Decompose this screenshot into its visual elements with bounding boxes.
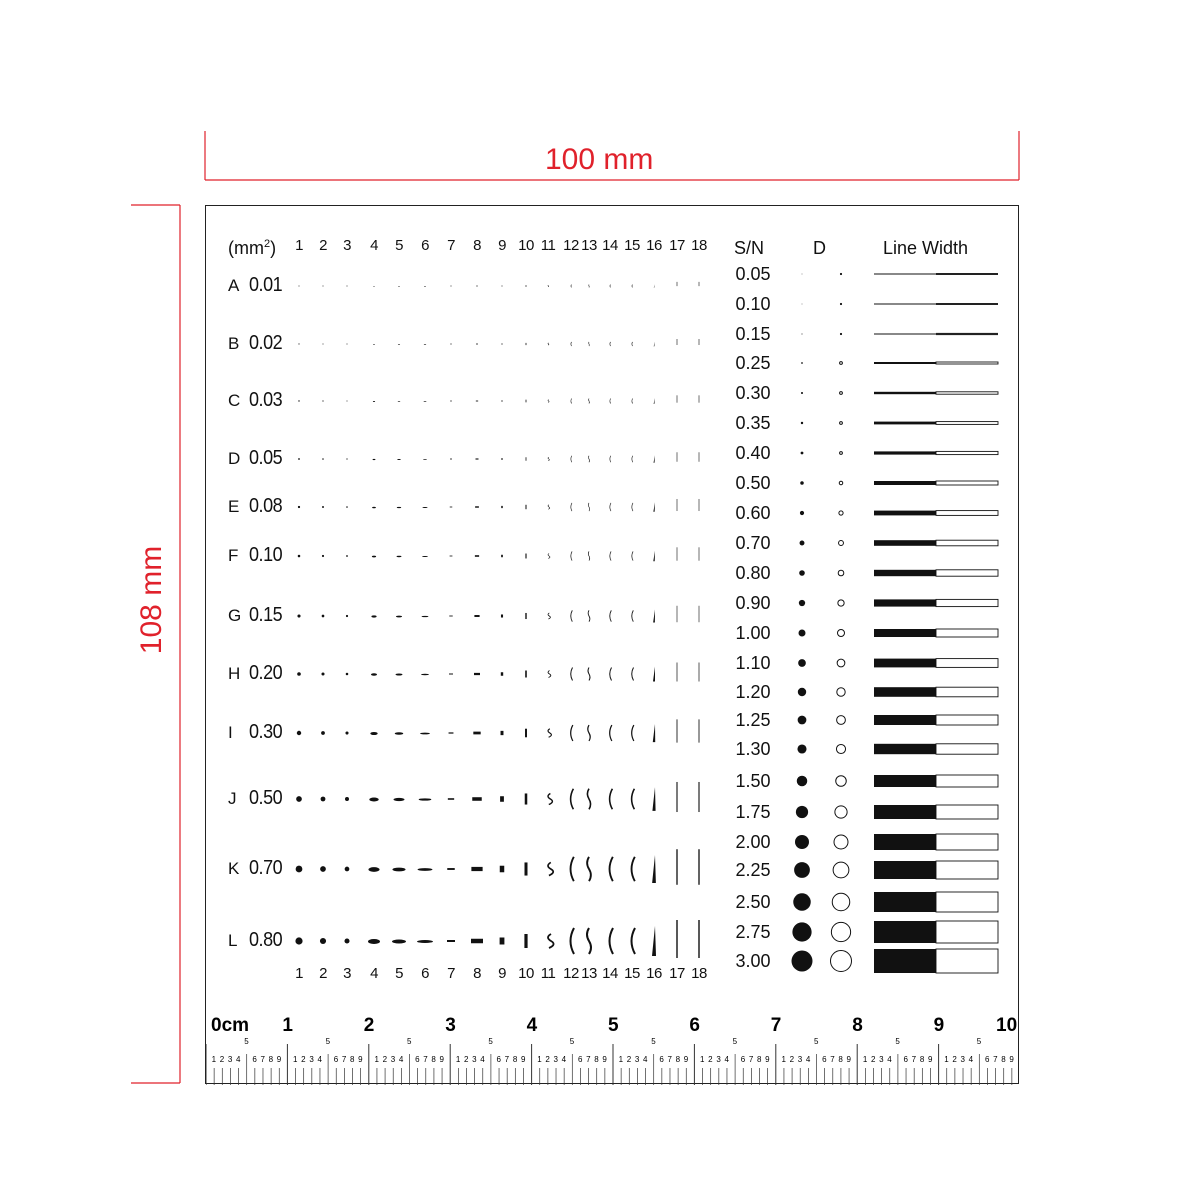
- ruler-tick: [562, 1055, 567, 1085]
- ruler-tick: [415, 1055, 420, 1085]
- ruler-tick: [277, 1055, 282, 1085]
- ruler-mm-label: 3: [879, 1055, 884, 1064]
- column-number: 18: [691, 237, 707, 254]
- size-label: 0.10: [735, 294, 771, 314]
- ruler-tick: [472, 1055, 477, 1085]
- ruler-mm-label: 8: [1001, 1055, 1006, 1064]
- ruler-mm-label: 7: [911, 1055, 917, 1064]
- ruler-cm-label: 3: [445, 1015, 456, 1036]
- ruler-mm-label: 6: [984, 1055, 990, 1064]
- size-label: 0.30: [735, 383, 771, 403]
- ruler-mm-label: 6: [415, 1055, 420, 1064]
- column-number: 4: [370, 237, 378, 254]
- column-number: 6: [421, 237, 429, 254]
- row-value: 0.30: [249, 721, 283, 743]
- size-label: 1.25: [735, 710, 771, 730]
- ruler-tick: [399, 1055, 404, 1085]
- column-number: 14: [602, 965, 618, 982]
- ruler-cm-label: 8: [852, 1015, 863, 1036]
- column-number: 12: [563, 965, 579, 982]
- ruler-tick: [838, 1055, 843, 1085]
- ruler-half-label: 5: [569, 1037, 575, 1046]
- gauge-card: [205, 205, 1019, 1084]
- ruler-tick: [554, 1055, 559, 1085]
- row-letter: L: [228, 931, 238, 950]
- column-number: 1: [295, 965, 303, 982]
- row-value: 0.01: [249, 274, 283, 296]
- ruler-mm-label: 1: [455, 1055, 461, 1064]
- ruler-mm-label: 1: [862, 1055, 868, 1064]
- ruler-mm-label: 8: [675, 1055, 681, 1064]
- column-number: 12: [563, 237, 579, 254]
- ruler-tick: [383, 1055, 388, 1085]
- ruler-tick: [513, 1055, 518, 1085]
- ruler-tick: [431, 1055, 436, 1085]
- ruler-mm-label: 4: [480, 1055, 485, 1064]
- row-value: 0.08: [249, 495, 283, 517]
- size-label: 1.75: [735, 802, 771, 822]
- size-label: 1.50: [735, 771, 771, 791]
- column-number: 15: [624, 237, 640, 254]
- ruler-tick: [1001, 1055, 1006, 1085]
- size-label: 1.30: [735, 739, 771, 759]
- ruler-mm-label: 7: [748, 1055, 754, 1064]
- ruler-cm-label: 7: [770, 1015, 782, 1036]
- line-width-header: Line Width: [883, 238, 969, 258]
- ruler-half-label: 5: [976, 1037, 982, 1046]
- size-label: 2.75: [735, 922, 771, 942]
- ruler-mm-label: 7: [830, 1055, 835, 1064]
- ruler-tick: [871, 1055, 876, 1085]
- ruler-tick: [220, 1055, 225, 1085]
- ruler-mm-label: 3: [960, 1055, 965, 1064]
- ruler-mm-label: 7: [586, 1055, 591, 1064]
- ruler-mm-label: 2: [952, 1055, 957, 1064]
- row-value: 0.50: [249, 787, 283, 809]
- row-letter: E: [228, 497, 240, 516]
- ruler-tick: [309, 1055, 314, 1085]
- ruler-tick: [252, 1055, 257, 1085]
- column-number: 10: [518, 237, 534, 254]
- ruler-mm-label: 4: [236, 1055, 241, 1064]
- ruler-mm-label: 3: [309, 1055, 314, 1064]
- ruler-tick: [920, 1055, 925, 1085]
- ruler-cm-label: 9: [933, 1015, 945, 1036]
- ruler-tick: [391, 1055, 396, 1085]
- ruler-mm-label: 8: [268, 1055, 274, 1064]
- ruler-mm-label: 1: [211, 1055, 217, 1064]
- ruler-half-label: 5: [244, 1037, 249, 1046]
- ruler-mm-label: 2: [382, 1055, 388, 1064]
- ruler-mm-label: 4: [643, 1055, 648, 1064]
- ruler-tick: [269, 1055, 274, 1085]
- ruler-mm-label: 4: [887, 1055, 892, 1064]
- row-letter: G: [228, 606, 242, 625]
- ruler-tick: [749, 1055, 754, 1085]
- ruler-tick: [659, 1055, 664, 1085]
- row-letter: D: [228, 449, 241, 468]
- sn-header: S/N: [734, 238, 765, 258]
- row-value: 0.02: [249, 332, 283, 354]
- size-label: 1.00: [735, 623, 771, 643]
- ruler-mm-label: 1: [700, 1055, 705, 1064]
- ruler-mm-label: 9: [602, 1055, 607, 1064]
- ruler-tick: [895, 1037, 900, 1085]
- ruler-tick: [497, 1055, 502, 1085]
- ruler-mm-label: 8: [512, 1055, 518, 1064]
- ruler-mm-label: 9: [1009, 1055, 1014, 1064]
- row-value: 0.10: [249, 544, 283, 566]
- column-number: 17: [669, 965, 685, 982]
- ruler-tick: [464, 1055, 469, 1085]
- ruler-mm-label: 6: [252, 1055, 257, 1064]
- ruler-mm-label: 8: [919, 1055, 925, 1064]
- size-label: 0.50: [735, 473, 771, 493]
- ruler-mm-label: 4: [398, 1055, 404, 1064]
- row-letter: F: [228, 546, 239, 565]
- ruler-mm-label: 7: [341, 1055, 347, 1064]
- ruler-tick: [301, 1055, 306, 1085]
- ruler-mm-label: 9: [683, 1055, 689, 1064]
- column-number: 14: [602, 237, 618, 254]
- column-number: 6: [421, 965, 429, 982]
- column-number: 8: [473, 965, 481, 982]
- ruler-tick: [684, 1055, 689, 1085]
- ruler-tick: [619, 1055, 624, 1085]
- ruler-mm-label: 4: [968, 1055, 974, 1064]
- size-label: 0.15: [735, 324, 771, 344]
- ruler-mm-label: 1: [293, 1055, 298, 1064]
- ruler-mm-label: 2: [545, 1055, 550, 1064]
- ruler-mm-label: 6: [333, 1055, 339, 1064]
- row-letter: A: [228, 276, 240, 295]
- ruler-mm-label: 7: [667, 1055, 672, 1064]
- ruler-mm-label: 1: [618, 1055, 624, 1064]
- ruler-half-label: 5: [895, 1037, 900, 1046]
- ruler-mm-label: 2: [626, 1055, 632, 1064]
- ruler-mm-label: 1: [374, 1055, 379, 1064]
- ruler-tick: [879, 1055, 884, 1085]
- ruler-tick: [326, 1037, 331, 1085]
- ruler-mm-label: 9: [358, 1055, 363, 1064]
- ruler-half-label: 5: [488, 1037, 493, 1046]
- ruler-tick: [212, 1055, 217, 1085]
- size-label: 0.25: [735, 353, 771, 373]
- ruler-tick: [765, 1055, 770, 1085]
- column-number: 11: [540, 237, 556, 254]
- size-label: 2.00: [735, 832, 771, 852]
- size-label: 0.35: [735, 413, 771, 433]
- size-label: 2.25: [735, 860, 771, 880]
- ruler-tick: [830, 1055, 835, 1085]
- column-number: 3: [343, 965, 351, 982]
- unit-label: (mm: [228, 238, 264, 258]
- size-label: 0.40: [735, 443, 771, 463]
- row-letter: B: [228, 334, 240, 353]
- ruler-tick: [570, 1037, 575, 1085]
- size-label: 0.05: [735, 264, 771, 284]
- column-number: 13: [581, 237, 597, 254]
- ruler-mm-label: 9: [846, 1055, 852, 1064]
- ruler-mm-label: 8: [594, 1055, 599, 1064]
- ruler-tick: [806, 1055, 811, 1085]
- ruler-mm-label: 6: [659, 1055, 664, 1064]
- column-number: 2: [319, 237, 327, 254]
- ruler-mm-label: 3: [390, 1055, 396, 1064]
- ruler-tick: [236, 1055, 241, 1085]
- ruler-mm-label: 2: [870, 1055, 876, 1064]
- ruler-tick: [887, 1055, 892, 1085]
- ruler-mm-label: 8: [431, 1055, 436, 1064]
- ruler-half-label: 5: [407, 1037, 412, 1046]
- ruler-mm-label: 6: [577, 1055, 583, 1064]
- ruler-tick: [350, 1055, 355, 1085]
- ruler-mm-label: 4: [724, 1055, 729, 1064]
- size-label: 2.50: [735, 892, 771, 912]
- ruler-tick: [480, 1055, 485, 1085]
- row-value: 0.05: [249, 447, 283, 469]
- ruler-mm-label: 1: [781, 1055, 786, 1064]
- ruler-tick: [822, 1055, 827, 1085]
- ruler-mm-label: 3: [553, 1055, 558, 1064]
- ruler-tick: [594, 1055, 599, 1085]
- ruler-mm-label: 9: [765, 1055, 770, 1064]
- ruler-tick: [488, 1037, 493, 1085]
- ruler-mm-label: 7: [993, 1055, 998, 1064]
- column-number: 2: [319, 965, 327, 982]
- row-value: 0.70: [249, 857, 283, 879]
- size-label: 0.60: [735, 503, 771, 523]
- ruler-tick: [521, 1055, 526, 1085]
- ruler-mm-label: 7: [423, 1055, 428, 1064]
- column-number: 10: [518, 965, 534, 982]
- row-letter: I: [228, 723, 233, 742]
- width-dimension-label: 100 mm: [545, 143, 654, 176]
- column-number: 9: [498, 237, 506, 254]
- ruler-mm-label: 2: [301, 1055, 306, 1064]
- ruler-tick: [985, 1055, 990, 1085]
- ruler-tick: [667, 1055, 672, 1085]
- column-number: 7: [447, 237, 455, 254]
- ruler-tick: [733, 1037, 738, 1085]
- ruler-mm-label: 2: [219, 1055, 225, 1064]
- ruler-half-label: 5: [814, 1037, 819, 1046]
- ruler-mm-label: 7: [260, 1055, 265, 1064]
- ruler-tick: [537, 1055, 542, 1085]
- ruler-mm-label: 3: [227, 1055, 233, 1064]
- ruler-half-label: 5: [651, 1037, 656, 1046]
- row-letter: J: [228, 789, 237, 808]
- row-value: 0.80: [249, 929, 283, 951]
- ruler-mm-label: 8: [350, 1055, 355, 1064]
- ruler-tick: [545, 1055, 550, 1085]
- size-label: 0.90: [735, 593, 771, 613]
- ruler-tick: [407, 1037, 412, 1085]
- ruler-tick: [342, 1055, 347, 1085]
- row-value: 0.20: [249, 662, 283, 684]
- ruler-mm-label: 1: [537, 1055, 542, 1064]
- ruler-tick: [635, 1055, 640, 1085]
- ruler-tick: [708, 1055, 713, 1085]
- ruler-tick: [374, 1055, 379, 1085]
- ruler-tick: [700, 1055, 705, 1085]
- column-number: 4: [370, 965, 378, 982]
- ruler-start-label: 0cm: [211, 1015, 250, 1036]
- ruler-mm-label: 7: [504, 1055, 510, 1064]
- ruler-labels: [211, 1015, 1017, 1036]
- ruler-mm-label: 6: [740, 1055, 746, 1064]
- column-number: 1: [295, 237, 303, 254]
- row-value: 0.15: [249, 604, 283, 626]
- column-number: 5: [395, 237, 403, 254]
- ruler-cm-label: 4: [526, 1015, 538, 1036]
- column-number: 15: [624, 965, 640, 982]
- ruler-tick: [757, 1055, 762, 1085]
- ruler-mm-label: 9: [276, 1055, 282, 1064]
- ruler-mm-label: 2: [463, 1055, 469, 1064]
- ruler-tick: [334, 1055, 339, 1085]
- ruler-tick: [944, 1055, 949, 1085]
- ruler-tick: [961, 1055, 966, 1085]
- size-label: 3.00: [735, 951, 771, 971]
- ruler-tick: [847, 1055, 852, 1085]
- ruler-tick: [586, 1055, 591, 1085]
- ruler-mm-label: 8: [838, 1055, 843, 1064]
- ruler-cm-label: 10: [996, 1015, 1018, 1036]
- ruler-tick: [643, 1055, 648, 1085]
- ruler-half-label: 5: [732, 1037, 738, 1046]
- ruler-tick: [904, 1055, 909, 1085]
- column-number: 9: [498, 965, 506, 982]
- ruler-tick: [627, 1055, 632, 1085]
- ruler-mm-label: 4: [317, 1055, 322, 1064]
- unit-close: ): [270, 238, 277, 258]
- size-label: 0.80: [735, 563, 771, 583]
- ruler-mm-label: 4: [561, 1055, 567, 1064]
- ruler-mm-label: 3: [716, 1055, 721, 1064]
- ruler-mm-label: 6: [496, 1055, 501, 1064]
- ruler-tick: [863, 1055, 868, 1085]
- d-header: D: [813, 238, 826, 258]
- ruler-mm-label: 6: [822, 1055, 827, 1064]
- column-number: 11: [540, 965, 556, 982]
- ruler-tick: [993, 1055, 998, 1085]
- ruler-tick: [781, 1055, 786, 1085]
- size-label: 1.20: [735, 682, 771, 702]
- ruler-tick: [814, 1037, 819, 1085]
- ruler-mm-label: 4: [805, 1055, 811, 1064]
- ruler-tick: [676, 1055, 681, 1085]
- ruler-tick: [505, 1055, 510, 1085]
- ruler-tick: [456, 1055, 461, 1085]
- column-number: 18: [691, 965, 707, 982]
- ruler-half-label: 5: [325, 1037, 331, 1046]
- ruler-tick: [228, 1055, 233, 1085]
- ruler-cm-label: 1: [282, 1015, 293, 1036]
- ruler-tick: [440, 1055, 445, 1085]
- ruler-mm-label: 2: [789, 1055, 795, 1064]
- ruler-mm-label: 2: [708, 1055, 713, 1064]
- column-number: 8: [473, 237, 481, 254]
- ruler-mm-label: 3: [634, 1055, 640, 1064]
- ruler-tick: [602, 1055, 607, 1085]
- size-label: 1.10: [735, 653, 771, 673]
- column-number: 7: [447, 965, 455, 982]
- row-letter: K: [228, 859, 240, 878]
- ruler-tick: [578, 1055, 583, 1085]
- cm-ruler: [206, 206, 1020, 1085]
- unit-superscript: 2: [263, 238, 271, 250]
- row-letter: C: [228, 391, 241, 410]
- row-value: 0.03: [249, 389, 283, 411]
- ruler-mm-label: 9: [520, 1055, 526, 1064]
- ruler-cm-label: 6: [689, 1015, 700, 1036]
- ruler-mm-label: 1: [944, 1055, 949, 1064]
- ruler-tick: [952, 1055, 957, 1085]
- ruler-mm-label: 6: [903, 1055, 908, 1064]
- ruler-tick: [977, 1037, 982, 1085]
- ruler-tick: [798, 1055, 803, 1085]
- ruler-tick: [790, 1055, 795, 1085]
- ruler-mm-label: 9: [927, 1055, 933, 1064]
- column-number: 3: [343, 237, 351, 254]
- ruler-tick: [928, 1055, 933, 1085]
- ruler-tick: [724, 1055, 729, 1085]
- ruler-mm-label: 8: [757, 1055, 762, 1064]
- column-number: 16: [646, 965, 662, 982]
- ruler-mm-label: 3: [797, 1055, 803, 1064]
- ruler-tick: [741, 1055, 746, 1085]
- ruler-cm-label: 5: [608, 1015, 619, 1036]
- column-number: 17: [669, 237, 685, 254]
- ruler-tick: [651, 1037, 656, 1085]
- column-number: 13: [581, 965, 597, 982]
- column-number: 5: [395, 965, 403, 982]
- ruler-mm-label: 3: [472, 1055, 477, 1064]
- ruler-tick: [912, 1055, 917, 1085]
- ruler-tick: [293, 1055, 298, 1085]
- ruler-tick: [358, 1055, 363, 1085]
- ruler-tick: [260, 1055, 265, 1085]
- ruler-tick: [969, 1055, 974, 1085]
- size-label: 0.70: [735, 533, 771, 553]
- ruler-mm-label: 9: [439, 1055, 445, 1064]
- ruler-cm-label: 2: [363, 1015, 375, 1036]
- ruler-tick: [716, 1055, 721, 1085]
- column-number: 16: [646, 237, 662, 254]
- ruler-tick: [317, 1055, 322, 1085]
- ruler-tick: [423, 1055, 428, 1085]
- height-dimension-label: 108 mm: [135, 545, 168, 655]
- ruler-tick: [244, 1037, 249, 1085]
- ruler-tick: [1009, 1055, 1014, 1085]
- row-letter: H: [228, 664, 241, 683]
